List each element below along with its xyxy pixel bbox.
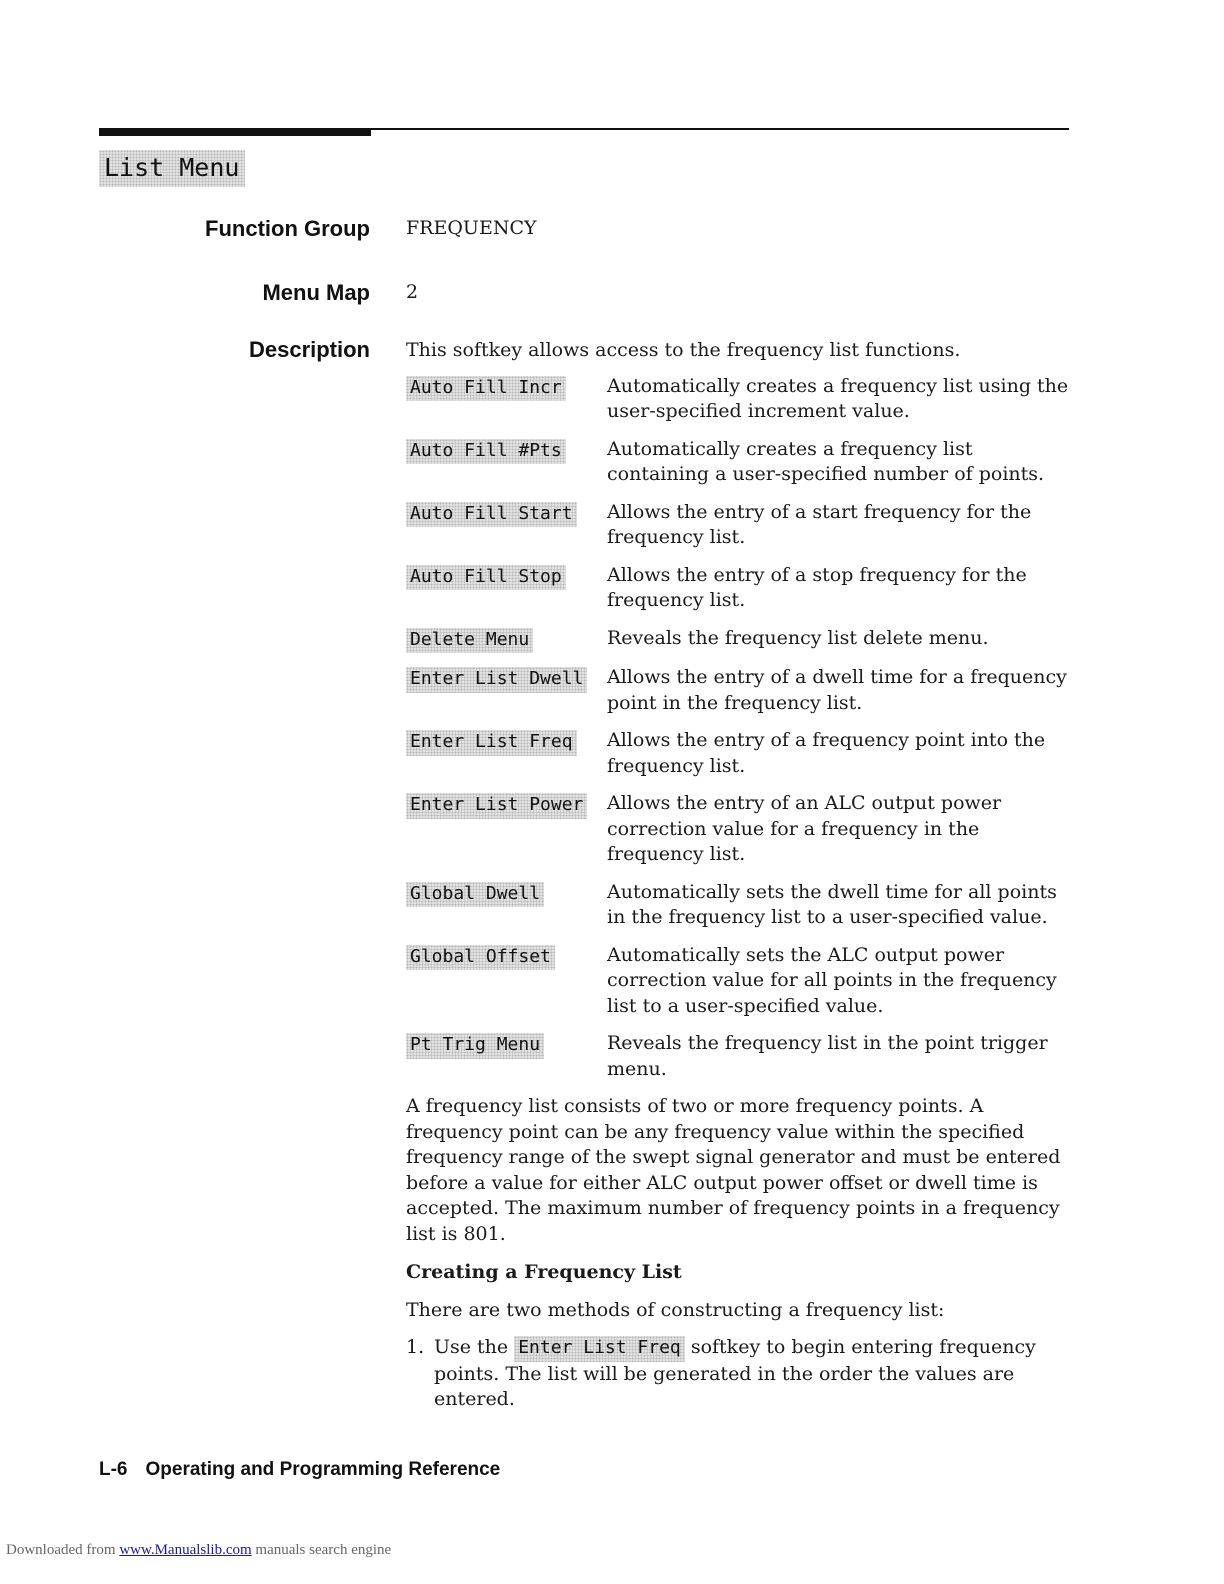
page-number: L-6 xyxy=(99,1459,128,1480)
softkey-row xyxy=(406,563,1070,614)
frequency-list-paragraph: A frequency list consists of two or more frequency points. A frequency point can be any frequency value within the specified frequency range of the swept signal generator and must be entered before a value for either ALC output power offset or dwell time is accepted. The maximum number of frequency points in a frequency list is 801. xyxy=(406,1095,1061,1245)
footer-section-title: Operating and Programming Reference xyxy=(145,1459,501,1480)
softkey-description: Allows the entry of a stop frequency for the frequency list. xyxy=(607,563,1027,611)
download-prefix: Downloaded from xyxy=(6,1542,116,1558)
softkey-description: Allows the entry of a dwell time for a frequency point in the frequency list. xyxy=(607,666,1067,714)
softkey-description: Automatically sets the ALC output power correction value for all points in the frequency list to a user-specified value. xyxy=(607,943,1057,1017)
softkey-auto-fill-pts: Auto Fill #Pts xyxy=(406,439,566,465)
softkey-description: Automatically creates a frequency list using the user-specified increment value. xyxy=(607,374,1069,422)
description-label: Description xyxy=(248,337,370,362)
softkey-row xyxy=(406,374,1070,425)
softkey-description: Allows the entry of an ALC output power correction value for a frequency in the frequency list. xyxy=(607,792,1002,865)
download-note xyxy=(6,1542,391,1559)
softkey-row xyxy=(406,437,1070,488)
softkey-description: Automatically creates a frequency list containing a user-specified number of points. xyxy=(607,437,1045,485)
softkey-row xyxy=(406,500,1070,551)
function-group-label: Function Group xyxy=(205,216,370,241)
softkey-enter-list-dwell: Enter List Dwell xyxy=(406,667,587,693)
menu-map-value: 2 xyxy=(406,281,419,303)
inline-softkey-enter-list-freq: Enter List Freq xyxy=(514,1336,685,1362)
manualslib-link[interactable]: www.Manualslib.com xyxy=(119,1542,252,1558)
header-rule-accent xyxy=(99,128,371,136)
softkey-description: Reveals the frequency list in the point trigger menu. xyxy=(607,1032,1048,1080)
list-item-text: softkey to begin entering frequency points. The list will be generated in the order the values are entered. xyxy=(434,1336,1036,1410)
softkey-row xyxy=(406,626,1070,654)
softkey-enter-list-freq: Enter List Freq xyxy=(406,730,577,756)
softkey-row xyxy=(406,880,1070,931)
softkey-row xyxy=(406,791,1070,868)
softkey-list xyxy=(406,374,1070,1083)
softkey-global-offset: Global Offset xyxy=(406,945,555,971)
softkey-description: Reveals the frequency list delete menu. xyxy=(607,626,989,649)
softkey-delete-menu: Delete Menu xyxy=(406,628,533,654)
softkey-auto-fill-incr: Auto Fill Incr xyxy=(406,376,566,402)
page-title: List Menu xyxy=(99,150,245,187)
softkey-auto-fill-start: Auto Fill Start xyxy=(406,502,577,528)
softkey-row xyxy=(406,728,1070,779)
softkey-global-dwell: Global Dwell xyxy=(406,882,544,908)
softkey-row xyxy=(406,665,1070,716)
list-item-number: 1. xyxy=(406,1336,425,1358)
description-content xyxy=(406,338,1070,1413)
description-intro: This softkey allows access to the frequency list functions. xyxy=(406,339,961,361)
menu-map-label: Menu Map xyxy=(262,280,370,305)
list-item xyxy=(406,1335,1070,1413)
methods-list xyxy=(406,1335,1070,1413)
softkey-pt-trig-menu: Pt Trig Menu xyxy=(406,1033,544,1059)
download-suffix: manuals search engine xyxy=(255,1542,392,1558)
function-group-value: FREQUENCY xyxy=(406,217,537,239)
softkey-enter-list-power: Enter List Power xyxy=(406,793,587,819)
softkey-auto-fill-stop: Auto Fill Stop xyxy=(406,565,566,591)
section-subheading: Creating a Frequency List xyxy=(406,1261,682,1283)
softkey-row xyxy=(406,1031,1070,1082)
methods-intro: There are two methods of constructing a frequency list: xyxy=(406,1298,945,1321)
softkey-row xyxy=(406,943,1070,1020)
list-item-text: Use the xyxy=(434,1336,509,1358)
softkey-description: Automatically sets the dwell time for all points in the frequency list to a user-specified value. xyxy=(607,880,1057,928)
page-footer xyxy=(99,1459,500,1481)
softkey-description: Allows the entry of a frequency point into the frequency list. xyxy=(607,729,1046,777)
softkey-description: Allows the entry of a start frequency for the frequency list. xyxy=(607,500,1032,548)
